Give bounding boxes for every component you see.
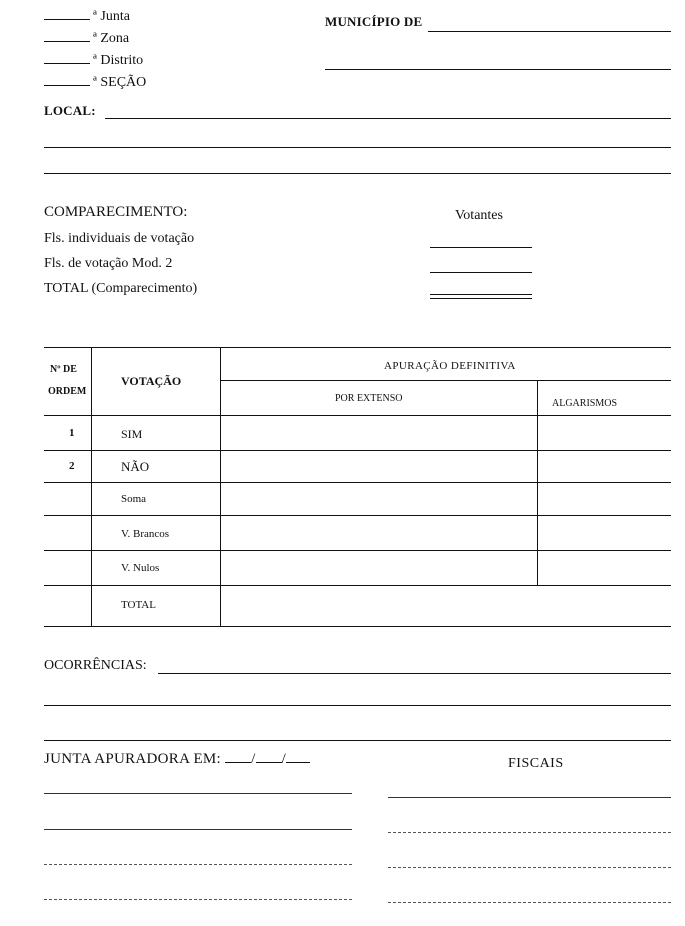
zona-label: Zona <box>100 31 130 46</box>
ordinal-mark: ª <box>93 53 97 68</box>
row-ordem: 2 <box>69 460 75 472</box>
brancos-algarismos-cell[interactable] <box>539 517 669 549</box>
col-votacao-header: VOTAÇÃO <box>121 374 182 388</box>
ocorrencias-blank-2[interactable] <box>44 705 671 706</box>
date-month-blank[interactable] <box>256 762 282 763</box>
fiscal-signature-line[interactable] <box>388 867 671 868</box>
local-label: LOCAL: <box>44 103 96 118</box>
table-apuracao-sub-border <box>220 380 671 381</box>
table-col-border-ordem <box>91 347 92 626</box>
fls-mod2-blank[interactable] <box>430 272 532 273</box>
sim-extenso-cell[interactable] <box>222 417 536 449</box>
nulos-extenso-cell[interactable] <box>222 552 536 584</box>
date-separator: / <box>251 751 256 767</box>
table-col-border-votacao <box>220 347 221 626</box>
row-votacao: NÃO <box>121 459 150 474</box>
date-separator: / <box>281 751 287 767</box>
soma-algarismos-cell[interactable] <box>539 484 669 514</box>
total-comparecimento-blank-double <box>430 298 532 299</box>
zona-number-blank[interactable] <box>44 41 90 42</box>
distrito-line <box>44 54 143 68</box>
votantes-label: Votantes <box>455 208 503 223</box>
col-ordem-header-2: ORDEM <box>48 386 87 397</box>
junta-signature-line[interactable] <box>44 793 352 794</box>
municipio-blank-2[interactable] <box>325 69 671 70</box>
fls-individuais-label: Fls. individuais de votação <box>44 231 195 246</box>
junta-signature-line[interactable] <box>44 829 352 830</box>
col-algarismos-header: ALGARISMOS <box>552 398 618 409</box>
junta-signature-line[interactable] <box>44 864 352 865</box>
comparecimento-title: COMPARECIMENTO: <box>44 204 188 220</box>
date-year-blank[interactable] <box>286 762 310 763</box>
table-row-border <box>44 482 671 483</box>
table-header-bottom <box>44 415 671 416</box>
col-apuracao-header: APURAÇÃO DEFINITIVA <box>384 360 516 372</box>
fls-individuais-blank[interactable] <box>430 247 532 248</box>
junta-signature-line[interactable] <box>44 899 352 900</box>
row-votacao: TOTAL <box>121 599 156 611</box>
ordinal-mark: ª <box>93 75 97 90</box>
fiscal-signature-line[interactable] <box>388 797 671 798</box>
table-col-border-extenso <box>537 380 538 585</box>
total-cell[interactable] <box>222 587 669 625</box>
junta-line <box>44 10 130 24</box>
table-row-border <box>44 550 671 551</box>
ocorrencias-blank-3[interactable] <box>44 740 671 741</box>
row-votacao: SIM <box>121 427 143 441</box>
ocorrencias-blank[interactable] <box>158 673 671 674</box>
distrito-label: Distrito <box>100 53 144 68</box>
junta-label: Junta <box>100 9 130 24</box>
table-row-border <box>44 450 671 451</box>
local-blank[interactable] <box>105 118 671 119</box>
secao-number-blank[interactable] <box>44 85 90 86</box>
brancos-extenso-cell[interactable] <box>222 517 536 549</box>
zona-line <box>44 32 129 46</box>
total-comparecimento-blank[interactable] <box>430 294 532 295</box>
row-votacao: V. Nulos <box>121 562 160 574</box>
table-row-border <box>44 515 671 516</box>
date-day-blank[interactable] <box>225 762 251 763</box>
nao-extenso-cell[interactable] <box>222 452 536 481</box>
row-ordem: 1 <box>69 427 75 439</box>
nulos-algarismos-cell[interactable] <box>539 552 669 584</box>
distrito-number-blank[interactable] <box>44 63 90 64</box>
sim-algarismos-cell[interactable] <box>539 417 669 449</box>
municipio-label: MUNICÍPIO DE <box>325 14 423 29</box>
row-votacao: Soma <box>121 493 147 505</box>
col-ordem-header-1: Nº DE <box>50 364 77 375</box>
fls-mod2-label: Fls. de votação Mod. 2 <box>44 256 173 271</box>
junta-apuradora-label: JUNTA APURADORA EM: <box>44 751 222 767</box>
row-votacao: V. Brancos <box>121 528 170 540</box>
secao-line <box>44 76 146 90</box>
col-extenso-header: POR EXTENSO <box>335 393 403 404</box>
nao-algarismos-cell[interactable] <box>539 452 669 481</box>
municipio-blank[interactable] <box>428 31 671 32</box>
junta-apuradora-line <box>44 752 310 767</box>
fiscal-signature-line[interactable] <box>388 832 671 833</box>
local-blank-2[interactable] <box>44 147 671 148</box>
fiscal-signature-line[interactable] <box>388 902 671 903</box>
fiscais-label: FISCAIS <box>508 756 564 771</box>
junta-number-blank[interactable] <box>44 19 90 20</box>
ordinal-mark: ª <box>93 9 97 24</box>
apuracao-table <box>44 347 671 627</box>
table-bottom-border <box>44 626 671 627</box>
secao-label: SEÇÃO <box>100 75 147 90</box>
soma-extenso-cell[interactable] <box>222 484 536 514</box>
total-comparecimento-label: TOTAL (Comparecimento) <box>44 281 198 296</box>
table-top-border <box>44 347 671 348</box>
ordinal-mark: ª <box>93 31 97 46</box>
ocorrencias-label: OCORRÊNCIAS: <box>44 658 147 673</box>
table-row-border <box>44 585 671 586</box>
local-blank-3[interactable] <box>44 173 671 174</box>
